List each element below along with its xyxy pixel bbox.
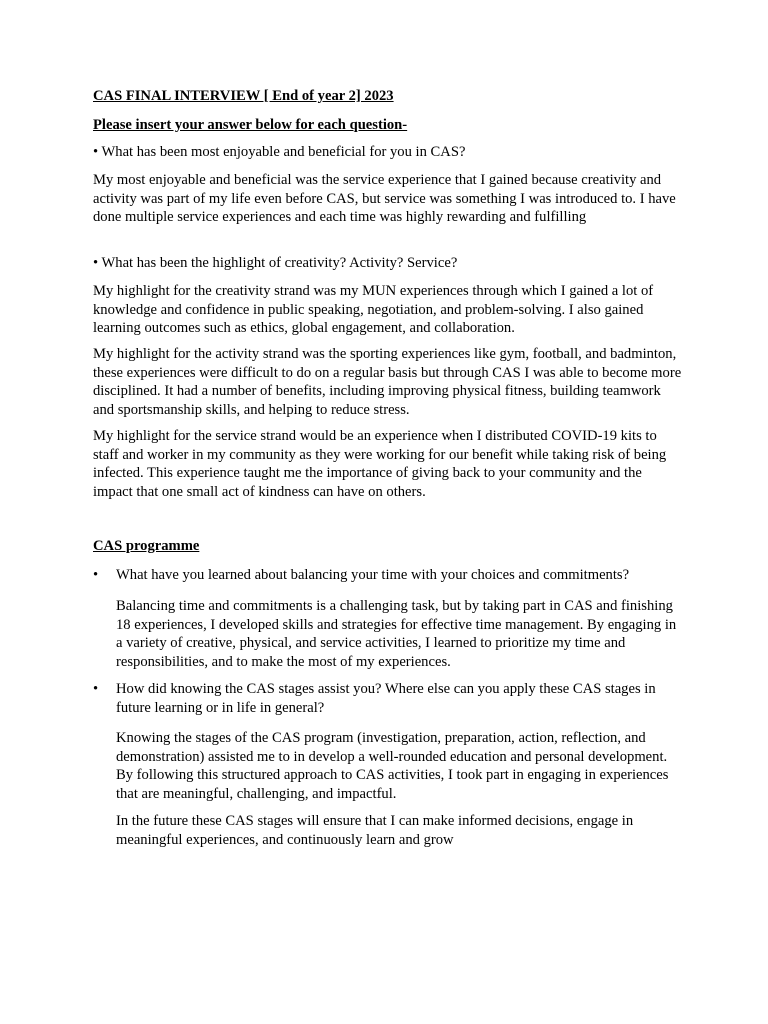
question-4: How did knowing the CAS stages assist you? Where else can you apply these CAS stages in future learning or in life in general? — [116, 681, 656, 716]
answer-3: Balancing time and commitments is a challenging task, but by taking part in CAS and finishing 18 experiences, I developed skills and strategies for effective time management. By engaging in a variety of creative, physical, and service activities, I learned to prioritize my time and responsibilities, and to make the most of my experiences. — [116, 598, 677, 670]
document-title: CAS FINAL INTERVIEW [ End of year 2] 2023 — [93, 88, 394, 104]
answer-4-part-1: Knowing the stages of the CAS program (investigation, preparation, action, reflection, and demonstration) assisted me to in develop a well-rounded education and personal development. By following this structured approach to CAS activities, I took part in engaging in experiences that are meaningful, challenging, and impactful. — [116, 730, 669, 802]
instruction-heading: Please insert your answer below for each question- — [93, 117, 408, 133]
question-3: What have you learned about balancing your time with your choices and commitments? — [116, 567, 630, 583]
answer-2-activity: My highlight for the activity strand was the sporting experiences like gym, football, and badminton, these experiences were difficult to do on a regular basis but through CAS I was able to become more disciplined. It had a number of benefits, including improving physical fitness, building teamwork and sportsmanship skills, and helping to reduce stress. — [93, 346, 682, 418]
question-2: • What has been the highlight of creativity? Activity? Service? — [93, 255, 458, 271]
answer-2-creativity: My highlight for the creativity strand was my MUN experiences through which I gained a lot of knowledge and confidence in public speaking, negotiation, and problem-solving. I also gained learning outcomes such as ethics, global engagement, and collaboration. — [93, 283, 654, 337]
bullet-glyph: • — [93, 567, 99, 583]
question-1: • What has been most enjoyable and beneficial for you in CAS? — [93, 144, 466, 160]
section-heading-cas-programme: CAS programme — [93, 538, 200, 554]
answer-2-service: My highlight for the service strand would be an experience when I distributed COVID-19 kits to staff and worker in my community as they were working for our benefit while taking risk of being infected. This experience taught me the importance of giving back to your community and the impact that one small act of kindness can have on others. — [93, 428, 667, 500]
answer-1: My most enjoyable and beneficial was the service experience that I gained because creativity and activity was part of my life even before CAS, but service was something I was introduced to. I have done multiple service experiences and each time was highly rewarding and fulfilling — [93, 172, 676, 226]
bullet-glyph: • — [93, 681, 99, 697]
answer-4-part-2: In the future these CAS stages will ensure that I can make informed decisions, engage in meaningful experiences, and continuously learn and grow — [116, 813, 634, 848]
